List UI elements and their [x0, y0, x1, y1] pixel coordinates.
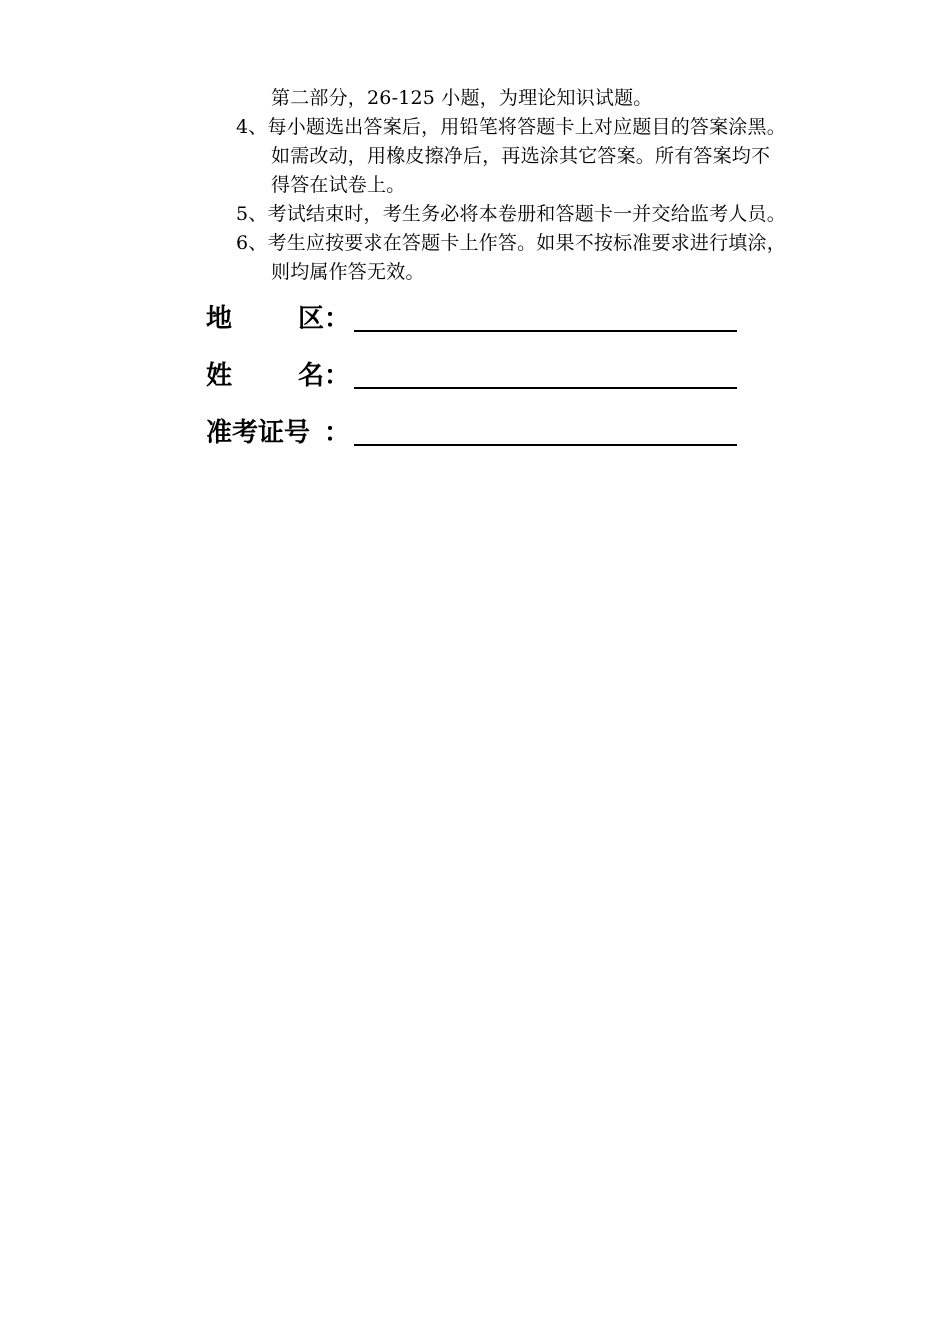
- region-field: [206, 296, 737, 336]
- region-label-char-2: 区: [297, 304, 324, 334]
- instruction-item-4-line-1: 4、每小题选出答案后，用铅笔将答题卡上对应题目的答案涂黑。: [236, 116, 786, 138]
- exam-id-label-text: 准考证号: [206, 418, 311, 448]
- instruction-item-4-line-2: 如需改动，用橡皮擦净后，再选涂其它答案。所有答案均不: [271, 145, 771, 167]
- instruction-item-5-line-1: 5、考试结束时，考生务必将本卷册和答题卡一并交给监考人员。: [236, 203, 786, 225]
- exam-id-input-line[interactable]: [354, 444, 737, 446]
- exam-id-label: [206, 416, 324, 450]
- region-input-line[interactable]: [354, 330, 737, 332]
- name-field: [206, 353, 737, 393]
- region-label: [206, 302, 324, 336]
- exam-id-colon: ：: [324, 418, 351, 448]
- region-colon: ：: [324, 304, 351, 334]
- name-label-char-2: 名: [297, 361, 324, 391]
- name-colon: ：: [324, 361, 351, 391]
- exam-id-field: [206, 410, 737, 450]
- instruction-part2-line: 第二部分，26-125 小题，为理论知识试题。: [271, 87, 653, 109]
- name-label-char-1: 姓: [206, 361, 233, 391]
- name-input-line[interactable]: [354, 387, 737, 389]
- instruction-item-6-line-2: 则均属作答无效。: [271, 261, 425, 283]
- name-label: [206, 359, 324, 393]
- instruction-item-4-line-3: 得答在试卷上。: [271, 174, 406, 196]
- region-label-char-1: 地: [206, 304, 233, 334]
- instruction-item-6-line-1: 6、考生应按要求在答题卡上作答。如果不按标准要求进行填涂，: [236, 232, 786, 254]
